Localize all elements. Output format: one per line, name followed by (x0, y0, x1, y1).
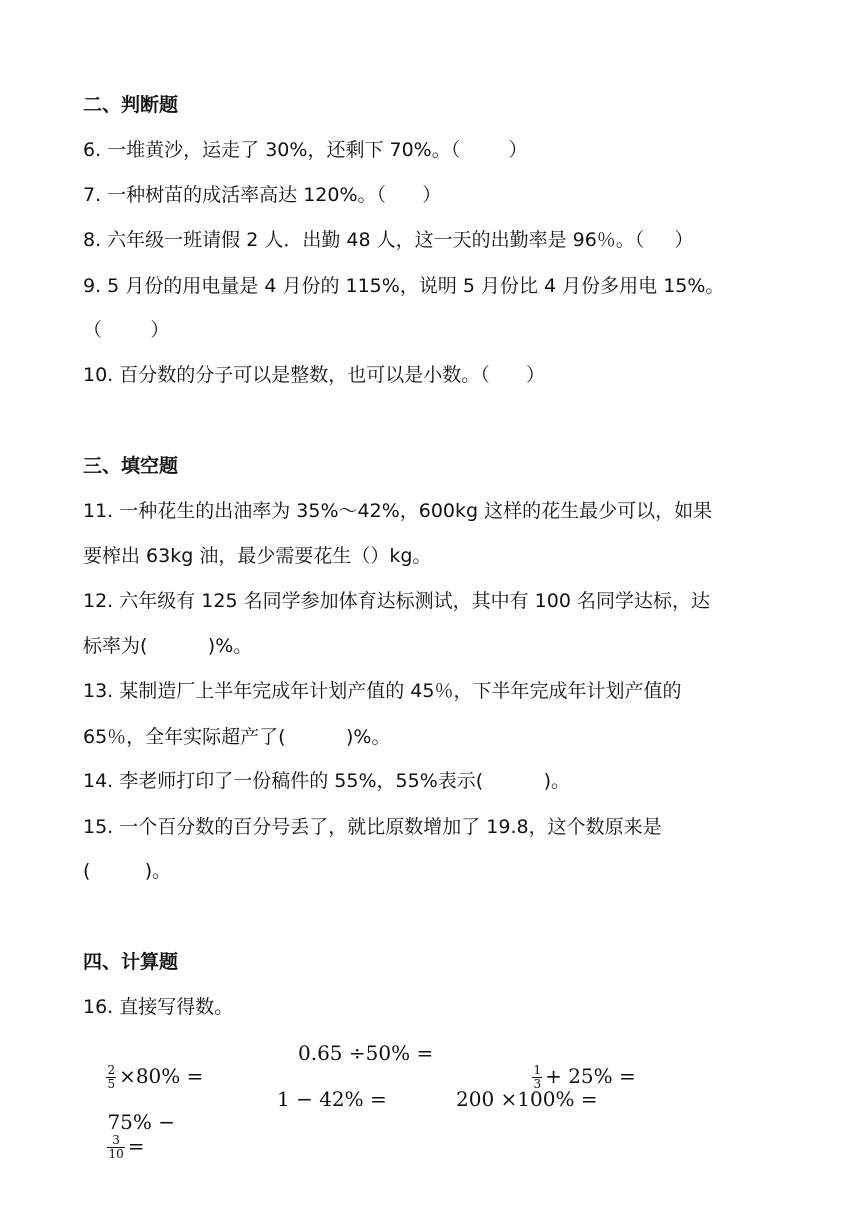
question-14: 14. 李老师打印了一份稿件的 55%，55%表示( )。 (83, 770, 570, 792)
question-6: 6. 一堆黄沙，运走了 30%，还剩下 70%。（ ） (83, 139, 528, 161)
question-9: 9. 5 月份的用电量是 4 月份的 115%，说明 5 月份比 4 月份多用电 15%。 (83, 275, 725, 297)
question-7: 7. 一种树苗的成活率高达 120%。（ ） (83, 184, 442, 206)
section-title-fill: 三、填空题 (83, 455, 179, 477)
question-15-cont: ( )。 (83, 860, 172, 882)
question-11-cont: 要榨出 63kg 油，最少需要花生（）kg。 (83, 545, 432, 567)
question-12: 12. 六年级有 125 名同学参加体育达标测试，其中有 100 名同学达标，达 (83, 590, 710, 612)
calc-item-e: 1 − 42% = (277, 1087, 387, 1111)
question-13: 13. 某制造厂上半年完成年计划产值的 45％，下半年完成年计划产值的 (83, 680, 682, 702)
question-12-cont: 标率为( )%。 (83, 635, 253, 657)
question-15: 15. 一个百分数的百分号丢了，就比原数增加了 19.8，这个数原来是 (83, 816, 662, 838)
fraction: $\frac{1}{3}$ (533, 1063, 542, 1091)
calc-item-c: $\frac{1}{3}$ + 25% = (533, 1063, 636, 1091)
calc-item-d: 75% − $\frac{3}{10}$ = (107, 1110, 176, 1161)
question-13-cont: 65％，全年实际超产了( )%。 (83, 726, 391, 748)
question-9-answer-blank: （ ） (83, 319, 170, 341)
calc-item-f: 200 ×100% = (456, 1087, 598, 1111)
section-title-judge: 二、判断题 (83, 94, 179, 116)
fraction: $\frac{3}{10}$ (108, 1133, 124, 1161)
question-8: 8. 六年级一班请假 2 人．出勤 48 人，这一天的出勤率是 96％。（ ） (83, 229, 694, 251)
question-10: 10. 百分数的分子可以是整数，也可以是小数。（ ） (83, 364, 545, 386)
fraction: $\frac{2}{5}$ (107, 1063, 116, 1091)
question-11: 11. 一种花生的出油率为 35%～42%，600kg 这样的花生最少可以，如果 (83, 500, 713, 522)
calc-item-b: 0.65 ÷50% = (298, 1041, 434, 1065)
question-16: 16. 直接写得数。 (83, 996, 234, 1018)
section-title-calc: 四、计算题 (83, 951, 179, 973)
calc-item-a: $\frac{2}{5}$ ×80% = (107, 1063, 204, 1091)
